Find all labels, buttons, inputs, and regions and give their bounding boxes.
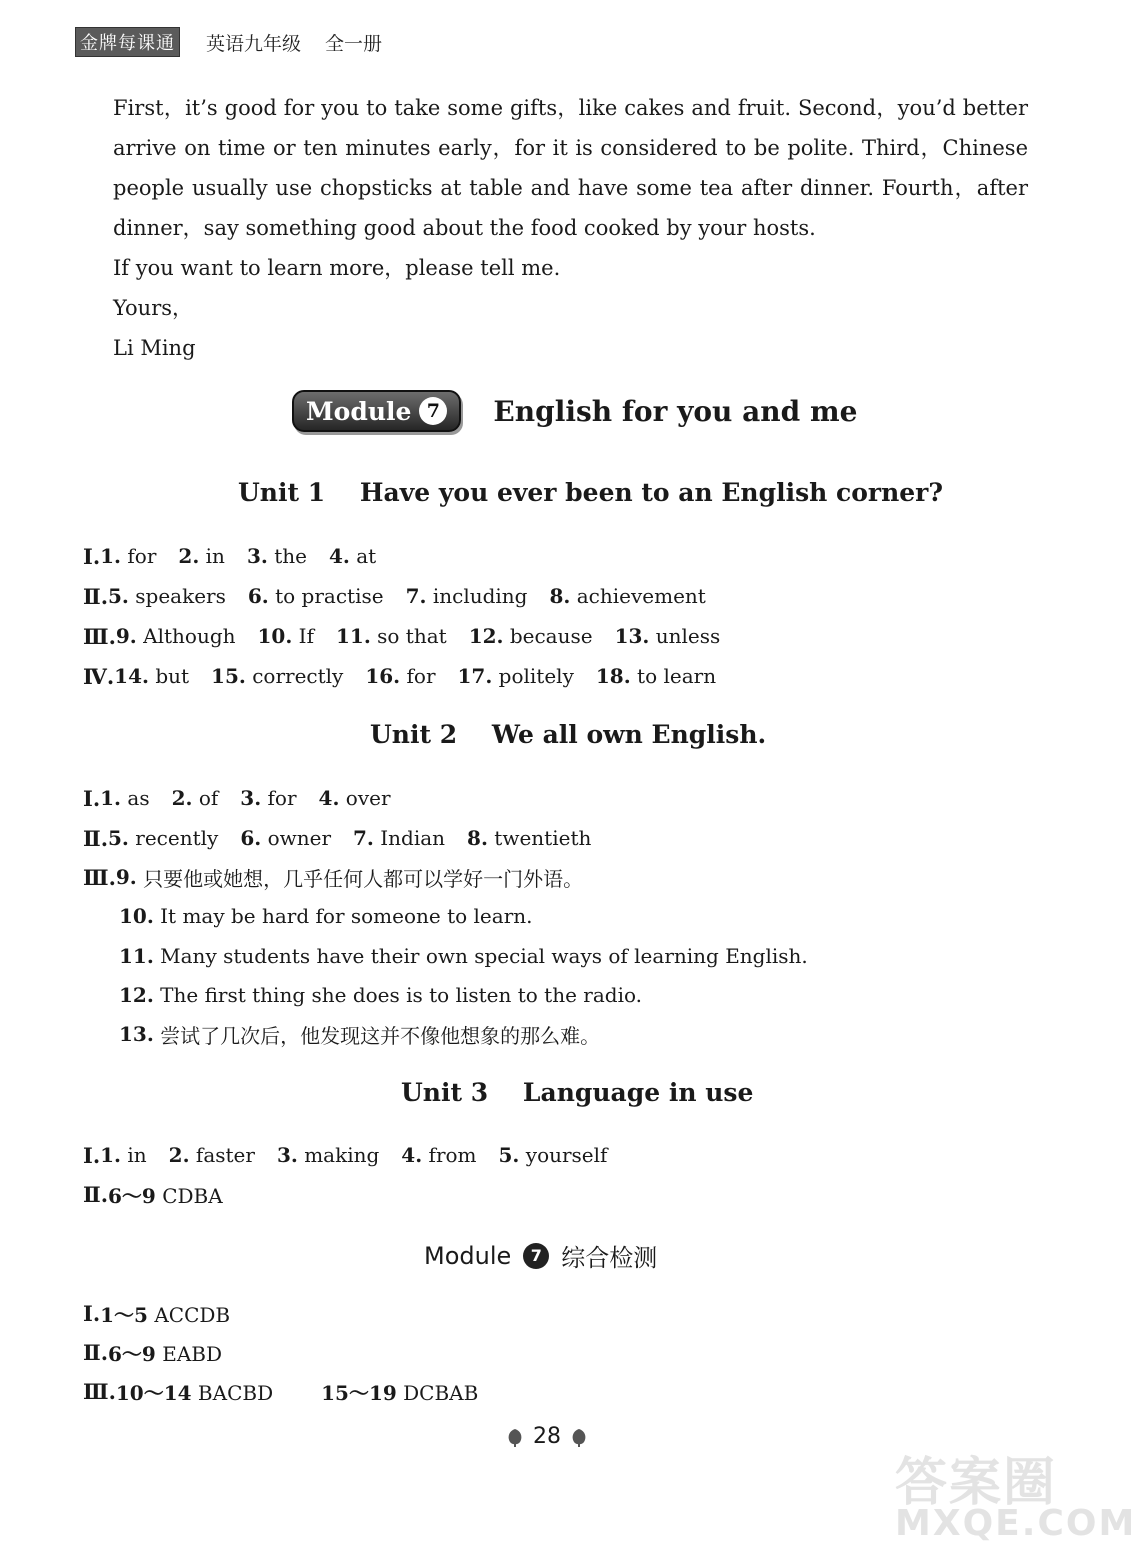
answer-number: 2. <box>171 786 193 810</box>
answer-number: 7. <box>405 584 427 608</box>
answer-number: 5. <box>498 1143 520 1167</box>
section-roman: Ⅰ. <box>83 1300 101 1326</box>
unit3-title: Unit 3 Language in use <box>401 1078 754 1107</box>
answer-item <box>108 1338 222 1367</box>
watermark-line1: 答案圈 <box>895 1453 1058 1513</box>
answer-item <box>353 826 445 850</box>
answer-row <box>119 941 808 971</box>
answer-item <box>329 544 376 568</box>
answer-row <box>83 1140 607 1170</box>
answer-text: owner <box>267 826 331 850</box>
letter-closing: Yours， <box>113 296 194 320</box>
section-roman: Ⅲ. <box>83 623 116 649</box>
answer-text: DCBAB <box>403 1380 479 1405</box>
answer-item <box>499 1143 608 1167</box>
answer-text: speakers <box>135 584 226 608</box>
answer-number: 6. <box>247 584 269 608</box>
letter-body <box>113 88 1028 368</box>
answer-row <box>83 1298 230 1328</box>
answer-item <box>401 1143 476 1167</box>
answer-item <box>240 826 331 850</box>
page-number-text: 28 <box>533 1424 561 1449</box>
answer-number: 1. <box>100 1143 122 1167</box>
answer-item <box>321 1377 478 1406</box>
page-header <box>75 28 382 56</box>
answer-item <box>116 1377 273 1406</box>
answer-number: 4. <box>328 544 350 568</box>
answer-number: 9. <box>115 624 137 648</box>
answer-text: to learn <box>637 664 717 688</box>
module-test-title <box>424 1238 657 1273</box>
module-heading <box>292 388 857 434</box>
answer-number: 1～5 <box>100 1302 148 1327</box>
answer-number: 3. <box>276 1143 298 1167</box>
answer-text: faster <box>195 1143 255 1167</box>
answer-item <box>114 664 189 688</box>
answer-item <box>100 1143 147 1167</box>
answer-text: for <box>127 544 157 568</box>
module-number-icon: 7 <box>419 397 447 425</box>
answer-number: 8. <box>549 584 571 608</box>
answer-number: 15. <box>211 664 246 688</box>
answer-number: 10. <box>119 904 154 928</box>
subject-label: 英语九年级 <box>206 32 302 55</box>
answer-number: 5. <box>108 584 129 608</box>
answer-item <box>108 826 218 850</box>
section-roman: Ⅲ. <box>83 1378 116 1404</box>
section-roman: Ⅰ. <box>83 785 101 811</box>
letter-signature: Li Ming <box>113 336 196 360</box>
answer-text: BACBD <box>197 1380 274 1405</box>
section-roman: Ⅱ. <box>83 825 109 851</box>
answer-text: so that <box>377 624 447 648</box>
section-roman: Ⅱ. <box>83 1181 109 1207</box>
watermark <box>895 1440 1136 1544</box>
unit2-title: Unit 2 We all own English. <box>370 720 767 749</box>
module-badge-label: Module <box>306 396 412 426</box>
module-test-cn: 综合检测 <box>561 1244 658 1272</box>
answer-number: 10～14 <box>115 1380 192 1405</box>
answer-text: from <box>428 1143 477 1167</box>
answer-text: recently <box>135 826 219 850</box>
answer-row <box>83 1376 478 1406</box>
answer-number: 3. <box>246 544 268 568</box>
unit1-title: Unit 1 Have you ever been to an English corner? <box>238 478 943 507</box>
answer-row <box>119 1019 600 1049</box>
answer-item <box>469 624 593 648</box>
answer-text: EABD <box>162 1341 222 1366</box>
answer-number: 6～9 <box>108 1183 156 1208</box>
answer-text: twentieth <box>494 826 592 850</box>
answer-text: ACCDB <box>154 1302 231 1327</box>
answer-number: 14. <box>114 664 149 688</box>
answer-number: 5. <box>108 826 129 850</box>
answer-text: The first thing she does is to listen to the radio. <box>160 983 643 1007</box>
answer-item <box>248 584 384 608</box>
answer-number: 17. <box>457 664 493 688</box>
answer-text: but <box>155 664 190 688</box>
answer-item <box>365 664 435 688</box>
answer-text: Many students have their own special ways of learning English. <box>160 944 808 968</box>
answer-number: 2. <box>178 544 200 568</box>
answer-item <box>458 664 574 688</box>
answer-number: 11. <box>119 944 154 968</box>
answer-number: 13. <box>614 624 650 648</box>
answer-row <box>83 862 583 892</box>
answer-text: achievement <box>576 584 706 608</box>
answer-number: 11. <box>335 624 371 648</box>
answer-number: 4. <box>401 1143 423 1167</box>
answer-item <box>100 544 156 568</box>
answer-item <box>108 584 226 608</box>
answer-text: including <box>432 584 528 608</box>
answer-item <box>615 624 721 648</box>
answer-text: because <box>509 624 593 648</box>
section-roman: Ⅱ. <box>83 1339 109 1365</box>
answer-number: 6. <box>240 826 262 850</box>
answer-item <box>100 1299 230 1328</box>
page-number <box>505 1424 589 1449</box>
section-roman: Ⅳ. <box>83 663 115 689</box>
answer-item <box>240 786 296 810</box>
section-roman: Ⅱ. <box>83 583 109 609</box>
leaf-icon <box>505 1427 525 1447</box>
answer-text: over <box>345 786 391 810</box>
answer-text: for <box>406 664 436 688</box>
answer-number: 12. <box>119 983 154 1007</box>
answer-item <box>100 786 149 810</box>
answer-row <box>83 541 376 571</box>
answer-text: making <box>304 1143 380 1167</box>
answer-item <box>277 1143 379 1167</box>
answer-item <box>406 584 528 608</box>
answer-item <box>467 826 591 850</box>
answer-number: 16. <box>365 664 401 688</box>
module-badge <box>292 390 461 432</box>
answer-number: 4. <box>318 786 340 810</box>
answer-row <box>83 823 591 853</box>
answer-number: 7. <box>353 826 374 850</box>
module-test-label: Module <box>424 1241 512 1270</box>
answer-item <box>108 1180 223 1209</box>
answer-text: correctly <box>252 664 344 688</box>
letter-paragraph: First，it’s good for you to take some gifts，like cakes and fruit. Second，you’d better arrive on time or ten minutes early，for it is considered to be polite. Third，Chinese people usually use chopsticks at table and have some tea after dinner. Fourth，after dinner，say something good about the food cooked by your hosts. <box>113 96 1028 240</box>
answer-item <box>596 664 716 688</box>
answer-text: If <box>298 624 314 648</box>
answer-row <box>83 661 716 691</box>
answer-row <box>83 1337 222 1367</box>
answer-item <box>116 624 236 648</box>
answer-item <box>247 544 307 568</box>
answer-text: Indian <box>380 826 446 850</box>
answer-text: 尝试了几次后，他发现这并不像他想象的那么难。 <box>160 1023 601 1048</box>
answer-item <box>258 624 314 648</box>
answer-row <box>83 783 391 813</box>
leaf-icon <box>569 1427 589 1447</box>
answer-text: in <box>205 544 225 568</box>
answer-text: at <box>356 544 377 568</box>
answer-text: Although <box>143 624 236 648</box>
answer-text: yourself <box>525 1143 608 1167</box>
answer-text: as <box>127 786 150 810</box>
answer-text: unless <box>655 624 721 648</box>
answer-row <box>83 621 720 651</box>
answer-row <box>119 901 533 931</box>
answer-number: 9. <box>115 865 137 889</box>
answer-item <box>172 786 219 810</box>
answer-number: 13. <box>119 1022 154 1046</box>
brand-label: 金牌每课通 <box>75 27 180 57</box>
answer-text: It may be hard for someone to learn. <box>160 904 533 928</box>
answer-number: 8. <box>467 826 488 850</box>
answer-item <box>211 664 343 688</box>
answer-text: to practise <box>275 584 384 608</box>
answer-item <box>319 786 391 810</box>
answer-text: 只要他或她想，几乎任何人都可以学好一门外语。 <box>143 866 584 891</box>
answer-row <box>83 581 706 611</box>
answer-item <box>336 624 447 648</box>
section-roman: Ⅰ. <box>83 543 101 569</box>
answer-number: 3. <box>240 786 262 810</box>
answer-number: 1. <box>100 786 122 810</box>
answer-row <box>83 1179 223 1209</box>
answer-number: 10. <box>257 624 293 648</box>
watermark-line2: MXQE.COM <box>895 1503 1136 1544</box>
module-title: English for you and me <box>493 394 858 428</box>
answer-number: 15～19 <box>321 1380 397 1405</box>
answer-row <box>119 980 642 1010</box>
letter-more: If you want to learn more，please tell me. <box>113 256 561 280</box>
answer-number: 6～9 <box>108 1341 156 1366</box>
answer-item <box>169 1143 255 1167</box>
answer-number: 2. <box>168 1143 190 1167</box>
answer-text: of <box>198 786 219 810</box>
answer-text: in <box>127 1143 147 1167</box>
answer-number: 12. <box>468 624 504 648</box>
module-number-icon: 7 <box>523 1243 549 1269</box>
volume-label: 全一册 <box>325 32 383 55</box>
answer-item <box>549 584 705 608</box>
section-roman: Ⅲ. <box>83 864 116 890</box>
answer-number: 18. <box>595 664 631 688</box>
answer-text: politely <box>498 664 574 688</box>
section-roman: Ⅰ. <box>83 1142 101 1168</box>
answer-number: 1. <box>100 544 122 568</box>
answer-text: for <box>267 786 297 810</box>
answer-text: CDBA <box>162 1183 223 1208</box>
answer-text: the <box>274 544 307 568</box>
answer-item <box>178 544 225 568</box>
